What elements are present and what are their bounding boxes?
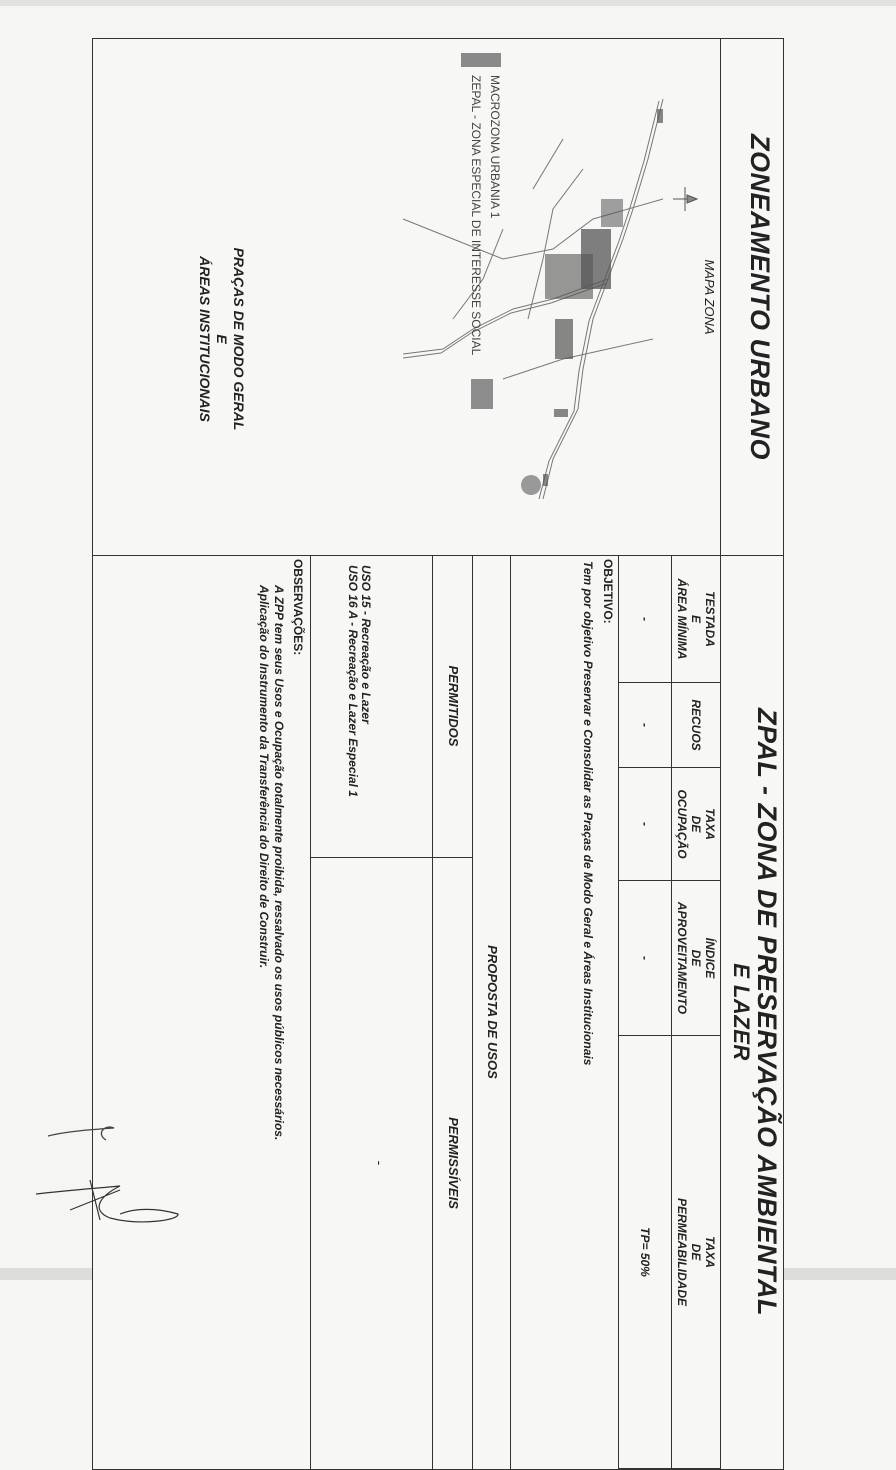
objective-text: Tem por objetivo Preservar e Consolidar as Praças de Modo Geral e Áreas Institucionais (581, 561, 595, 1066)
permitidos-column (311, 555, 473, 858)
value-indice: - (619, 881, 672, 1036)
legend-swatch (461, 53, 501, 67)
permissiveis-label: PERMISSÍVEIS (432, 857, 473, 1469)
map-subtitle: MAPA ZONA (702, 259, 717, 335)
value-testada: - (619, 556, 672, 683)
value-taxa-ocupacao: - (619, 768, 672, 881)
zoning-sheet (92, 38, 784, 1470)
zone-title-bar (720, 555, 783, 1469)
value-recuos: - (619, 683, 672, 768)
objective-label: OBJETIVO: (601, 559, 615, 624)
permissiveis-column (311, 857, 473, 1469)
observations-section (93, 555, 311, 1469)
parameters-table (618, 555, 721, 1469)
signature-main (30, 1170, 200, 1240)
header-testada: TESTADA E ÁREA MÍNIMA (672, 556, 721, 683)
zone-title-2: E LAZER (729, 963, 754, 1061)
map-panel (93, 39, 783, 556)
use-item: USO 16 A - Recreação e Lazer Especial 1 (346, 565, 360, 797)
permitidos-label: PERMITIDOS (432, 555, 473, 857)
use-item: USO 15 - Recreação e Lazer (359, 565, 373, 724)
plaza-line-2: E (214, 334, 230, 344)
legend-zepal: ZEPAL - ZONA ESPECIAL DE INTERESSE SOCIAL (469, 75, 483, 356)
north-arrow-icon (673, 187, 697, 211)
header-permeabilidade: TAXA DE PERMEABILIDADE (672, 1036, 721, 1469)
map-title-bar (720, 39, 783, 555)
header-indice: ÍNDICE DE APROVEITAMENTO (672, 881, 721, 1036)
uses-section (310, 555, 473, 1469)
plaza-line-1: PRAÇAS DE MODO GERAL (231, 247, 247, 431)
zone-map (373, 79, 703, 519)
observation-line: A ZPP tem seus Usos e Ocupação totalmente proibida, ressalvado os usos públicos necessários. (272, 585, 286, 1141)
observations-text (255, 561, 285, 1461)
plaza-line-3: ÁREAS INSTITUCIONAIS (197, 256, 213, 422)
zone-panel (93, 555, 783, 1469)
observations-label: OBSERVAÇÕES: (291, 559, 305, 656)
permissiveis-value: - (372, 1160, 388, 1166)
signature-mark (44, 1110, 124, 1160)
map-title: ZONEAMENTO URBANO (745, 133, 775, 460)
uses-title: PROPOSTA DE USOS (472, 555, 511, 1469)
observation-line: Aplicação do Instrumento da Transferência do Direito de Construir. (257, 585, 271, 969)
value-permeabilidade: TP= 50% (619, 1036, 672, 1469)
legend-macrozona: MACROZONA URBANIA 1 (488, 75, 502, 219)
zone-title: ZPAL - ZONA DE PRESERVAÇÃO AMBIENTAL (752, 707, 782, 1316)
plaza-caption (196, 219, 247, 459)
header-recuos: RECUOS (672, 683, 721, 768)
page-top-edge (0, 0, 896, 6)
objective-section (510, 555, 623, 1469)
header-taxa-ocupacao: TAXA DE OCUPAÇÃO (672, 768, 721, 881)
